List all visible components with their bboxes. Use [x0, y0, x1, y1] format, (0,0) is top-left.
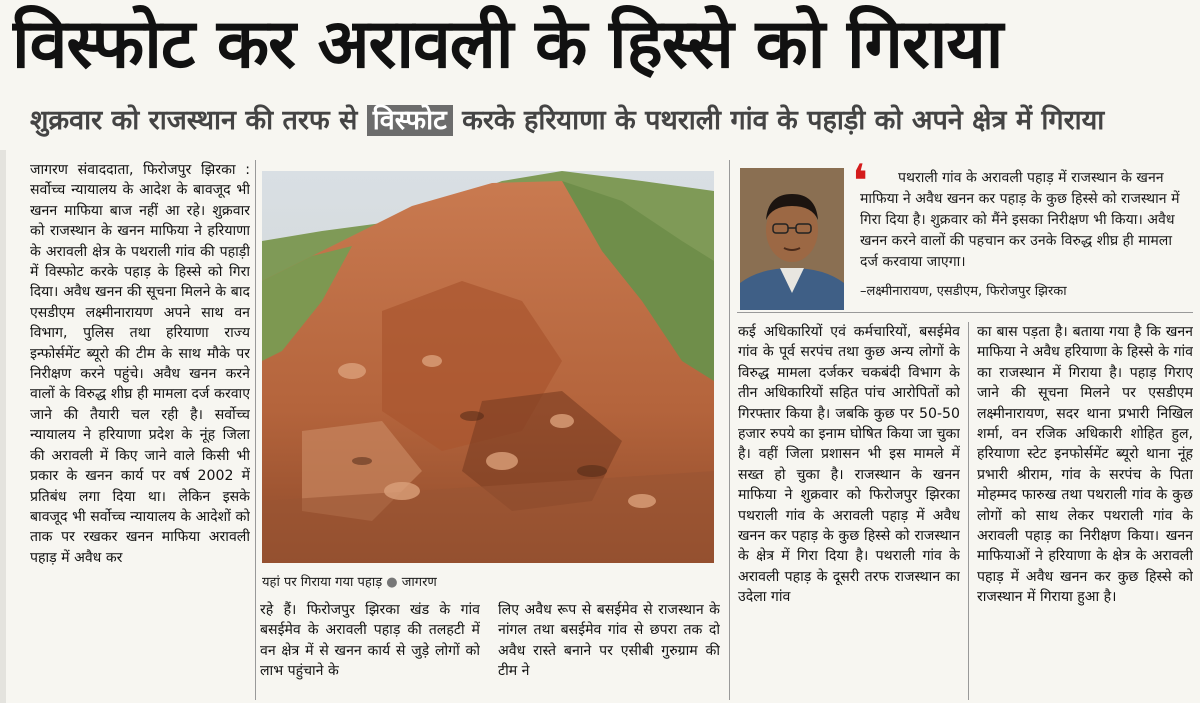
column-5-text: का बास पड़ता है। बताया गया है कि खनन माफिया ने अवैध हरियाणा के हिस्से के गांव का राजस्थान में गिराया है। पहाड़ गिराए जाने की सूचना मिलने पर एसडीएम लक्ष्मीनारायण, सदर थाना प्रभारी निखिल शर्मा, वन रजिक अधिकारी शोहित हुल, हरियाणा स्टेट इनफोर्समेंट ब्यूरो थाना नूंह प्रभारी श्रीराम, गांव के सरपंच के पिता मोहम्मद फारुख तथा पथराली गांव के कुछ लोगों को साथ लेकर पथराली गांव के अरावली पहाड़ का निरीक्षण किया। खनन माफियाओं ने हरियाणा के क्षेत्र के अरावली पहाड़ में अवैध खनन कर कुछ हिस्से को राजस्थान में गिराया हुआ है।: [977, 324, 1193, 606]
quote-text: पथराली गांव के अरावली पहाड़ में राजस्थान के खनन माफिया ने अवैध खनन कर पहाड़ के कुछ हिस्से को राजस्थान में गिरा दिया है। शुक्रवार को मैंने इसका निरीक्षण भी किया। अवैध खनन करने वालों की पहचान कर उनके विरुद्ध शीघ्र ही मामला दर्ज करवाया जाएगा।: [860, 170, 1180, 270]
page-edge: [0, 150, 6, 703]
subheadline-before: शुक्रवार को राजस्थान की तरफ से: [30, 105, 358, 136]
article-column-4: [738, 322, 960, 700]
photo-caption: [262, 574, 714, 592]
quote-author: –लक्ष्मीनारायण, एसडीएम, फिरोजपुर झिरका: [860, 284, 1067, 299]
official-portrait: [740, 168, 844, 310]
quote-icon: ❛: [852, 154, 868, 208]
mined-hill-image: [262, 171, 714, 563]
subheadline-highlight: विस्फोट: [367, 105, 453, 136]
subheadline: [30, 100, 1195, 142]
column-divider: [729, 160, 730, 700]
column-divider: [968, 322, 969, 700]
caption-credit: जागरण: [401, 575, 437, 590]
article-column-1: [30, 160, 250, 700]
article-column-5: [977, 322, 1193, 700]
headline: विस्फोट कर अरावली के हिस्से को गिराया: [12, 5, 1003, 84]
article-column-2: [260, 600, 480, 700]
caption-text: यहां पर गिराया गया पहाड़: [262, 575, 383, 590]
subheadline-after: करके हरियाणा के पथराली गांव के पहाड़ी को अपने क्षेत्र में गिराया: [462, 105, 1105, 136]
hill-photo: [262, 171, 714, 563]
column-4-text: कई अधिकारियों एवं कर्मचारियों, बसईमेव गांव के पूर्व सरपंच तथा कुछ अन्य लोगों के विरुद्ध मामला दर्जकर चकबंदी विभाग के तीन अधिकारियों सहित पांच आरोपितों को गिरफ्तार किया है। जबकि कुछ पर 50-50 हजार रुपये का इनाम घोषित किया जा चुका है। वहीं जिला प्रशासन भी इस मामले में सख्त हो चुका है। राजस्थान के खनन माफिया ने शुक्रवार को फिरोजपुर झिरका पथराली गांव के अरावली पहाड़ में अवैध खनन कर पहाड़ के कुछ हिस्से को राजस्थान के क्षेत्र में गिरा दिया है। पथराली गांव के अरावली पहाड़ के दूसरी तरफ राजस्थान का उदेला गांव: [738, 324, 960, 606]
quote-block: [860, 168, 1190, 273]
portrait-image: [740, 168, 844, 310]
bullet-icon: ●: [386, 575, 398, 590]
column-divider: [255, 160, 256, 700]
column-2-text: रहे हैं। फिरोजपुर झिरका खंड के गांव बसईमेव के अरावली पहाड़ की तलहटी में वन क्षेत्र में से खनन कार्य से जुड़े लोगों को लाभ पहुंचाने के: [260, 602, 480, 680]
column-3-text: लिए अवैध रूप से बसईमेव से राजस्थान के नांगल तथा बसईमेव गांव से छपरा तक दो अवैध रास्ते बनाने पर एसीबी गुरुग्राम की टीम ने: [498, 602, 720, 680]
column-1-text: जागरण संवाददाता, फिरोजपुर झिरका : सर्वोच्च न्यायालय के आदेश के बावजूद भी खनन माफिया बाज नहीं आ रहे। शुक्रवार को राजस्थान के खनन माफिया ने हरियाणा के अरावली क्षेत्र के पथराली गांव की पहाड़ी में विस्फोट करके पहाड़ के हिस्से को गिरा दिया। अवैध खनन की सूचना मिलने के बाद एसडीएम लक्ष्मीनारायण अपने साथ वन विभाग, पुलिस तथा हरियाणा राज्य इन्फोर्समेंट ब्यूरो की टीम के साथ मौके पर निरीक्षण करने पहुंचे। अवैध खनन करने वालों के विरुद्ध शीघ्र ही मामला दर्ज करवाए जाने की तैयारी चल रही है। सर्वोच्च न्यायालय ने हरियाणा प्रदेश के नूंह जिला की अरावली में किए जाने वाले किसी भी प्रकार के खनन कार्य पर वर्ष 2002 में प्रतिबंध लगा दिया था। लेकिन इसके बावजूद भी सर्वोच्च न्यायालय के आदेशों को ताक पर रखकर खनन माफिया अरावली पहाड़ में अवैध कर: [30, 162, 250, 566]
article-column-3: [498, 600, 720, 700]
quote-divider: [737, 312, 1193, 313]
